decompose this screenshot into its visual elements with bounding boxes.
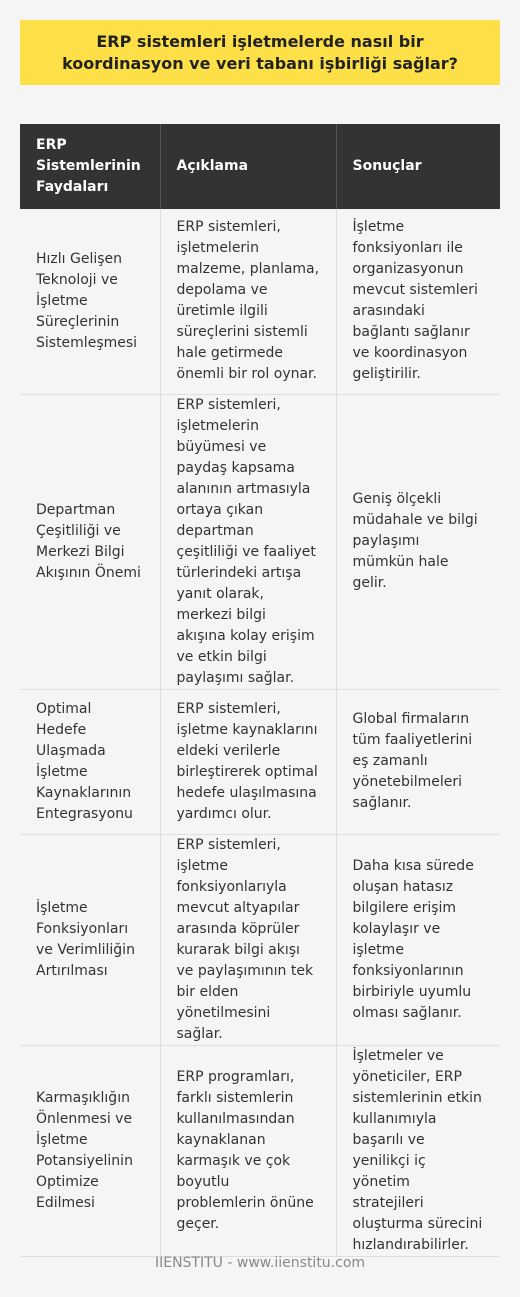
column-header-benefits: ERP Sistemlerinin Faydaları <box>20 124 160 209</box>
description-cell: ERP sistemleri, işletme fonksiyonlarıyla mevcut altyapılar arasında köprüler kurarak bilgi akışı ve paylaşımının tek bir elden yönetilmesini sağlar. <box>160 834 336 1045</box>
result-cell: Daha kısa sürede oluşan hatasız bilgilere erişim kolaylaşır ve işletme fonksiyonlarının birbiriyle uyumlu olması sağlanır. <box>336 834 500 1045</box>
description-cell: ERP sistemleri, işletmelerin büyümesi ve paydaş kapsama alanının artmasıyla ortaya çıkan departman çeşitliliği ve faaliyet türlerindeki artışa yanıt olarak, merkezi bilgi akışına kolay erişim ve etkin bilgi paylaşımı sağlar. <box>160 394 336 689</box>
description-cell: ERP programları, farklı sistemlerin kullanılmasından kaynaklanan karmaşık ve çok boyutlu problemlerin önüne geçer. <box>160 1045 336 1256</box>
benefit-cell: Hızlı Gelişen Teknoloji ve İşletme Süreçlerinin Sistemleşmesi <box>20 209 160 394</box>
table-header-row <box>20 124 500 209</box>
result-cell: İşletme fonksiyonları ile organizasyonun mevcut sistemleri arasındaki bağlantı sağlanır ve koordinasyon geliştirilir. <box>336 209 500 394</box>
column-header-results: Sonuçlar <box>336 124 500 209</box>
benefit-cell: İşletme Fonksiyonları ve Verimliliğin Artırılması <box>20 834 160 1045</box>
result-cell: İşletmeler ve yöneticiler, ERP sistemlerinin etkin kullanımıyla başarılı ve yenilikçi iç yönetim stratejileri oluşturma sürecini hızlandırabilirler. <box>336 1045 500 1256</box>
description-cell: ERP sistemleri, işletme kaynaklarını eldeki verilerle birleştirerek optimal hedefe ulaşılmasına yardımcı olur. <box>160 689 336 834</box>
benefit-cell: Karmaşıklığın Önlenmesi ve İşletme Potansiyelinin Optimize Edilmesi <box>20 1045 160 1256</box>
table-row <box>20 689 500 834</box>
table-row <box>20 209 500 394</box>
result-cell: Global firmaların tüm faaliyetlerini eş zamanlı yönetebilmeleri sağlanır. <box>336 689 500 834</box>
table-row <box>20 394 500 689</box>
description-cell: ERP sistemleri, işletmelerin malzeme, planlama, depolama ve üretimle ilgili süreçlerini sistemli hale getirmede önemli bir rol oynar. <box>160 209 336 394</box>
result-cell: Geniş ölçekli müdahale ve bilgi paylaşımı mümkün hale gelir. <box>336 394 500 689</box>
table-row <box>20 1045 500 1256</box>
table-row <box>20 834 500 1045</box>
footer-credit: IIENSTITU - www.iienstitu.com <box>154 1255 366 1271</box>
column-header-description: Açıklama <box>160 124 336 209</box>
erp-benefits-table <box>20 124 500 1257</box>
benefit-cell: Departman Çeşitliliği ve Merkezi Bilgi Akışının Önemi <box>20 394 160 689</box>
benefit-cell: Optimal Hedefe Ulaşmada İşletme Kaynaklarının Entegrasyonu <box>20 689 160 834</box>
page-title: ERP sistemleri işletmelerde nasıl bir koordinasyon ve veri tabanı işbirliği sağlar? <box>20 20 500 85</box>
